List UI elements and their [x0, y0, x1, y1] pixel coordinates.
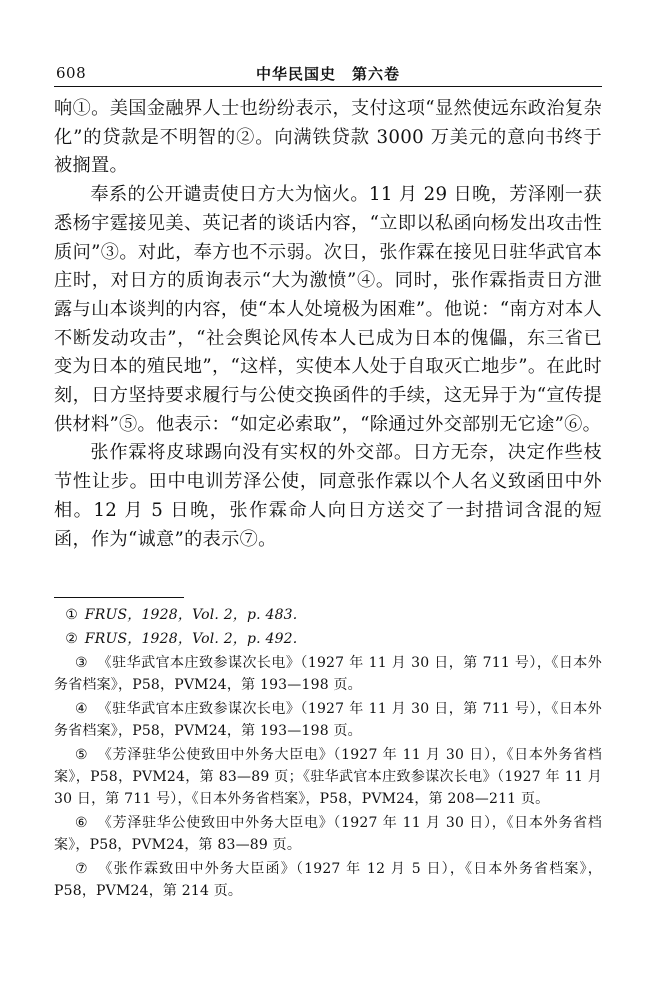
footnote-mark: ②	[65, 631, 78, 648]
footnote-1	[54, 604, 602, 626]
footnote-5	[54, 744, 602, 810]
running-header	[54, 62, 602, 87]
footnote-4	[54, 698, 602, 742]
footnote-mark: ⑦	[75, 861, 88, 878]
footnote-text: FRUS，1928，Vol. 2，p. 492.	[84, 631, 298, 648]
paragraph-1: 响①。美国金融界人士也纷纷表示，支付这项“显然使远东政治复杂化”的贷款是不明智的②。向满铁贷款 3000 万美元的意向书终于被搁置。	[54, 98, 602, 177]
footnote-mark: ⑤	[75, 747, 88, 764]
footnote-3	[54, 652, 602, 696]
paragraph-3: 张作霖将皮球踢向没有实权的外交部。日方无奈，决定作些枝节性让步。田中电训芳泽公使，同意张作霖以个人名义致函田中外相。12 月 5 日晚，张作霖命人向日方送交了一封措词含混的短函，作为“诚意”的表示⑦。	[54, 442, 602, 550]
page-number: 608	[56, 64, 87, 82]
running-title: 中华民国史 第六卷	[255, 65, 400, 83]
footnote-mark: ③	[75, 655, 88, 672]
footnote-text: FRUS，1928，Vol. 2，p. 483.	[84, 607, 298, 624]
footnote-mark: ⑥	[75, 815, 88, 832]
main-text	[54, 95, 602, 554]
footnote-mark: ④	[75, 701, 88, 718]
book-page	[54, 62, 602, 902]
footnotes	[54, 604, 602, 902]
footnote-text: 《芳泽驻华公使致田中外务大臣电》（1927 年 11 月 30 日），《日本外务省档案》，P58，PVM24，第 83—89 页。	[54, 815, 602, 854]
paragraph-2: 奉系的公开谴责使日方大为恼火。11 月 29 日晚，芳泽刚一获悉杨宇霆接见美、英记者的谈话内容，“立即以私函向杨发出攻击性质问”③。对此，奉方也不示弱。次日，张作霖在接见日驻华武官本庄时，对日方的质询表示“大为激愤”④。同时，张作霖指责日方泄露与山本谈判的内容，使“本人处境极为困难”。他说：“南方对本人不断发动攻击”，“社会舆论风传本人已成为日本的傀儡，东三省已变为日本的殖民地”，“这样，实使本人处于自取灭亡地步”。在此时刻，日方坚持要求履行与公使交换函件的手续，这无异于为“宣传提供材料”⑤。他表示：“如定必索取”，“除通过外交部别无它途”⑥。	[54, 184, 602, 435]
footnote-divider	[54, 597, 184, 598]
footnote-2	[54, 628, 602, 650]
footnote-text: 《芳泽驻华公使致田中外务大臣电》（1927 年 11 月 30 日），《日本外务省档案》，P58，PVM24，第 83—89 页；《驻华武官本庄致参谋次长电》（1927 年 11 月 30 日，第 711 号），《日本外务省档案》，P58，PVM24，第 208—211 页。	[54, 747, 602, 808]
footnote-text: 《驻华武官本庄致参谋次长电》（1927 年 11 月 30 日，第 711 号），《日本外务省档案》，P58，PVM24，第 193—198 页。	[54, 655, 602, 694]
footnote-mark: ①	[65, 607, 78, 624]
footnote-6	[54, 812, 602, 856]
footnote-text: 《张作霖致田中外务大臣函》（1927 年 12 月 5 日），《日本外务省档案》，P58，PVM24，第 214 页。	[54, 861, 602, 900]
footnote-7	[54, 858, 602, 902]
footnote-text: 《驻华武官本庄致参谋次长电》（1927 年 11 月 30 日，第 711 号），《日本外务省档案》，P58，PVM24，第 193—198 页。	[54, 701, 602, 740]
